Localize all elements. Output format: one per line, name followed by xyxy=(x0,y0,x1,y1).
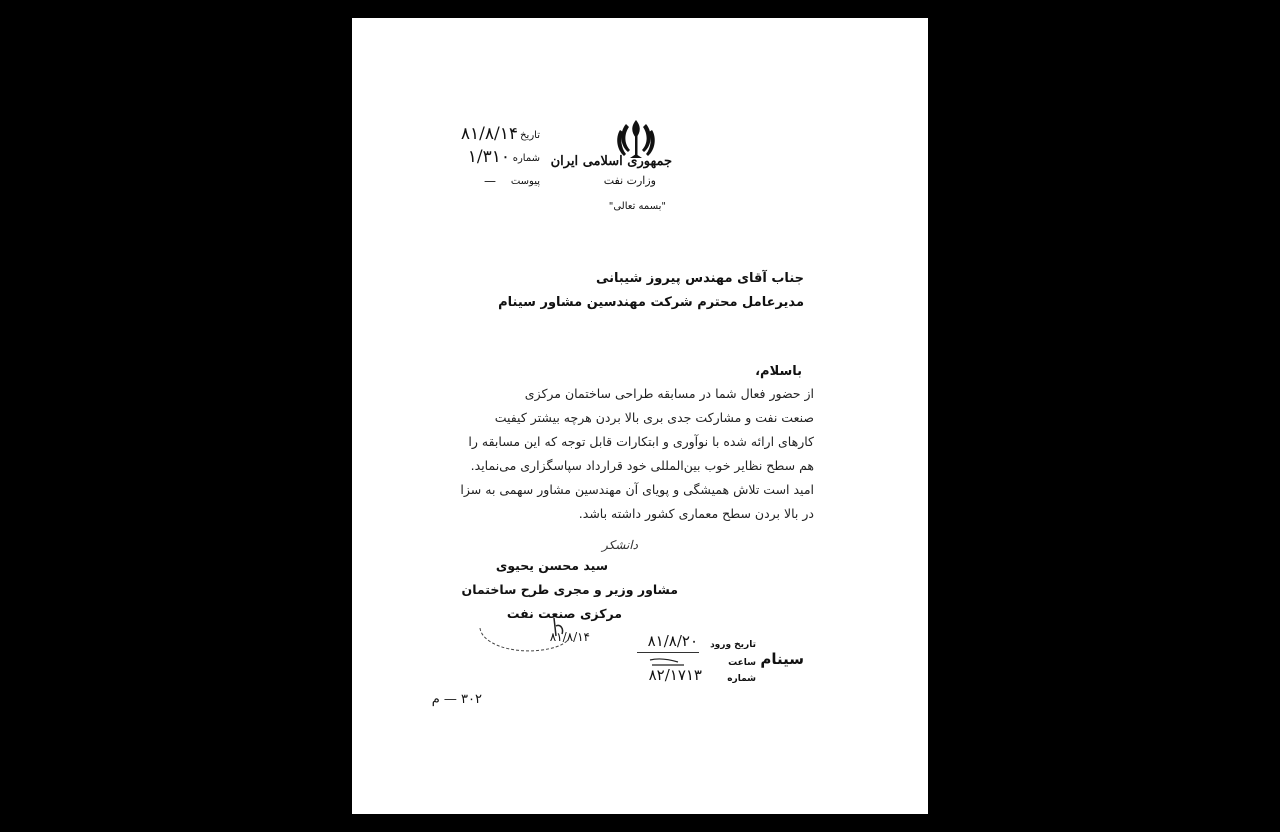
handwritten-signature: دانشکر xyxy=(602,538,638,552)
attachment-value: — xyxy=(484,174,496,188)
stamp-company: سینام xyxy=(760,650,804,668)
body-line: در بالا بردن سطح معماری کشور داشته باشد. xyxy=(578,506,814,521)
greeting: باسلام، xyxy=(755,364,802,379)
initial-date: ۸۱/۸/۱۴ xyxy=(549,630,590,644)
signer-title-line2: مرکزی صنعت نفت xyxy=(506,606,622,621)
date-label: تاریخ xyxy=(520,130,540,141)
ministry-name: وزارت نفت xyxy=(603,174,656,187)
stamp-entry-date-label: تاریخ ورود xyxy=(710,640,756,650)
body-line: هم سطح نظایر خوب بین‌المللی خود قرارداد سپاسگزاری می‌نماید. xyxy=(470,458,814,473)
signer-name: سید محسن یحیوی xyxy=(495,558,608,573)
footer-code: ۳۰۲ — م xyxy=(431,692,482,707)
date-value: ۸۱/۸/۱۴ xyxy=(460,124,518,144)
recipient-name: جناب آقای مهندس پیروز شیبانی xyxy=(595,271,804,286)
body-line: از حضور فعال شما در مسابقه طراحی ساختمان مرکزی xyxy=(524,386,814,401)
stamp-number-label: شماره xyxy=(727,674,756,684)
number-value: ۱/۳۱۰ xyxy=(467,147,510,167)
stamp-entry-underline xyxy=(637,652,699,653)
body-line: امید است تلاش همیشگی و پویای آن مهندسین مشاور سهمی به سزا xyxy=(460,482,814,497)
signer-title-line1: مشاور وزیر و مجری طرح ساختمان xyxy=(461,582,678,597)
country-name: جمهوری اسلامی ایران xyxy=(550,154,672,169)
stamp-number-value: ۸۲/۱۷۱۳ xyxy=(648,666,702,684)
body-line: کارهای ارائه شده با نوآوری و ابتکارات قابل توجه که این مسابقه را xyxy=(468,434,814,449)
body-line: صنعت نفت و مشارکت جدی بری بالا بردن هرچه بیشتر کیفیت xyxy=(494,410,814,425)
recipient-title: مدیرعامل محترم شرکت مهندسین مشاور سینام xyxy=(498,295,804,310)
attachment-label: پیوست xyxy=(510,176,540,187)
invocation: "بسمه تعالی" xyxy=(608,201,666,212)
stamp-entry-date-value: ۸۱/۸/۲۰ xyxy=(647,632,698,650)
stamp-time-label: ساعت xyxy=(728,658,756,668)
number-label: شماره xyxy=(512,153,540,164)
letter-page xyxy=(352,18,928,814)
